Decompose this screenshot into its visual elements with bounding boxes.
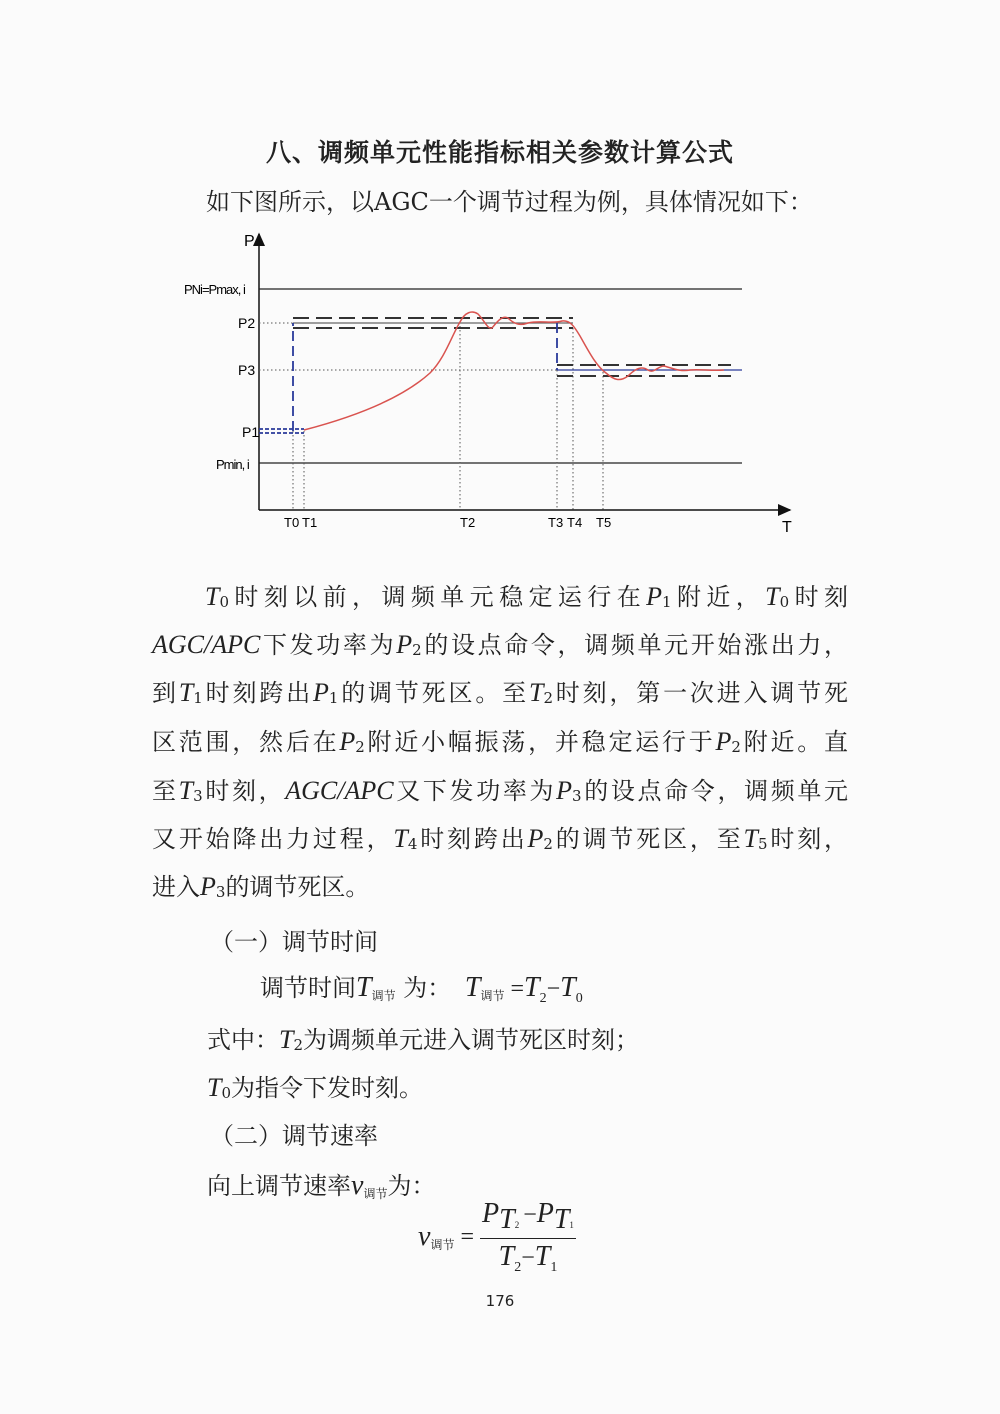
symbol-t: T bbox=[356, 972, 372, 1003]
label-t5: T5 bbox=[596, 515, 612, 530]
label-t4: T4 bbox=[567, 515, 583, 530]
paragraph-line bbox=[152, 727, 848, 757]
text-segment: 时刻跨出 bbox=[417, 825, 528, 853]
y-axis-label: P bbox=[244, 233, 255, 250]
label-t0: T0 bbox=[284, 515, 300, 530]
math-symbol: P bbox=[312, 678, 329, 707]
text-segment: 的调节死区，至 bbox=[552, 825, 744, 853]
text-segment: 的设点命令，调频单元 bbox=[581, 777, 849, 805]
section1-definition bbox=[260, 968, 583, 1007]
paragraph-line bbox=[152, 824, 848, 854]
label-t1: T1 bbox=[302, 515, 318, 530]
math-symbol: P bbox=[200, 872, 216, 901]
paragraph-line bbox=[152, 630, 848, 660]
math-symbol: AGC/APC bbox=[285, 776, 394, 805]
math-symbol: AGC/APC bbox=[152, 630, 261, 659]
symbol-sub: 调节 bbox=[371, 989, 396, 1003]
note-t2: 式中：T2为调频单元进入调节死区时刻； bbox=[207, 1025, 640, 1054]
formula-regulation-rate: $v_{调节}$ = $\frac{PT2 -PT1}{T2-T1}$ bbox=[418, 1198, 574, 1275]
math-symbol: T bbox=[178, 776, 194, 805]
section2-heading: （二）调节速率 bbox=[210, 1122, 378, 1150]
text-segment: 至 bbox=[152, 777, 179, 805]
formula-regulation-time: T调节 $=T_2-T_0$ bbox=[464, 972, 583, 1006]
intro-text: 如下图所示，以AGC一个调节过程为例，具体情况如下： bbox=[206, 188, 813, 216]
text-segment: 时刻，第一次进入调节死 bbox=[552, 679, 849, 707]
label-p1: P1 bbox=[242, 424, 260, 440]
section1-heading: （一）调节时间 bbox=[210, 928, 378, 956]
section1-after: 为： bbox=[403, 974, 452, 1002]
text-segment: 时刻， bbox=[767, 825, 849, 853]
note-t0: T0为指令下发时刻。 bbox=[207, 1073, 424, 1102]
math-subscript: 1 bbox=[193, 689, 203, 707]
text-segment: 区范围，然后在 bbox=[152, 728, 340, 756]
math-subscript: 3 bbox=[193, 787, 203, 805]
text-segment: 下发功率为 bbox=[260, 631, 397, 659]
math-symbol: P bbox=[527, 824, 544, 853]
text-segment: 时刻以前，调频单元稳定运行在 bbox=[229, 583, 647, 611]
paragraph-line bbox=[205, 582, 848, 612]
text-segment: 时刻， bbox=[202, 777, 286, 805]
math-subscript: 2 bbox=[731, 738, 741, 756]
math-subscript: 1 bbox=[328, 689, 339, 707]
math-symbol: P bbox=[715, 727, 732, 756]
math-symbol: P bbox=[339, 727, 356, 756]
text-segment: 附近小幅振荡，并稳定运行于 bbox=[364, 728, 716, 756]
text-segment: 附近， bbox=[671, 583, 766, 611]
math-subscript: 4 bbox=[407, 835, 418, 853]
text-segment: 又开始降出力过程， bbox=[152, 825, 394, 853]
math-subscript: 2 bbox=[543, 835, 553, 853]
setpoint-command bbox=[259, 323, 557, 433]
text-segment: 进入 bbox=[152, 873, 200, 901]
math-subscript: 2 bbox=[412, 641, 422, 659]
math-subscript: 0 bbox=[219, 593, 230, 611]
section-title: 八、调频单元性能指标相关参数计算公式 bbox=[265, 138, 734, 167]
math-subscript: 3 bbox=[215, 883, 226, 901]
text-segment: 的调节死区。 bbox=[225, 873, 370, 901]
paragraph-line bbox=[152, 872, 848, 902]
math-symbol: T bbox=[178, 678, 194, 707]
page-number: 176 bbox=[485, 1292, 515, 1310]
paragraph-line bbox=[152, 776, 848, 806]
agc-regulation-diagram bbox=[0, 0, 1000, 560]
math-symbol: T bbox=[765, 582, 780, 611]
text-segment: 时刻 bbox=[789, 583, 848, 611]
text-segment: 到 bbox=[152, 679, 179, 707]
label-p3: P3 bbox=[238, 362, 256, 378]
math-symbol: P bbox=[556, 776, 573, 805]
math-symbol: P bbox=[646, 582, 662, 611]
paragraph-line bbox=[152, 678, 848, 708]
power-response-curve bbox=[304, 312, 724, 430]
math-symbol: T bbox=[393, 824, 408, 853]
math-symbol: T bbox=[528, 678, 544, 707]
x-axis-label: T bbox=[782, 519, 792, 536]
section1-lead: 调节时间 bbox=[260, 974, 356, 1002]
guide-lines bbox=[259, 323, 603, 510]
label-t2: T2 bbox=[460, 515, 476, 530]
text-segment: 的调节死区。至 bbox=[338, 679, 529, 707]
label-t3: T3 bbox=[548, 515, 564, 530]
math-symbol: T bbox=[743, 824, 758, 853]
math-subscript: 3 bbox=[572, 787, 582, 805]
math-subscript: 1 bbox=[662, 593, 672, 611]
label-pmax: PNi=Pmax, i bbox=[184, 282, 245, 297]
math-subscript: 0 bbox=[779, 593, 790, 611]
text-segment: 的设点命令，调频单元开始涨出力， bbox=[421, 631, 849, 659]
math-subscript: 5 bbox=[758, 835, 768, 853]
section2-definition: 向上调节速率v调节为： bbox=[207, 1170, 436, 1201]
text-segment: 时刻跨出 bbox=[202, 679, 313, 707]
math-subscript: 2 bbox=[543, 689, 553, 707]
text-segment: 附近。直 bbox=[740, 728, 849, 756]
text-segment: 又下发功率为 bbox=[393, 777, 557, 805]
label-pmin: Pmin, i bbox=[216, 457, 249, 472]
label-p2: P2 bbox=[238, 315, 256, 331]
math-symbol: T bbox=[205, 582, 220, 611]
math-symbol: P bbox=[396, 630, 413, 659]
math-subscript: 2 bbox=[355, 738, 365, 756]
